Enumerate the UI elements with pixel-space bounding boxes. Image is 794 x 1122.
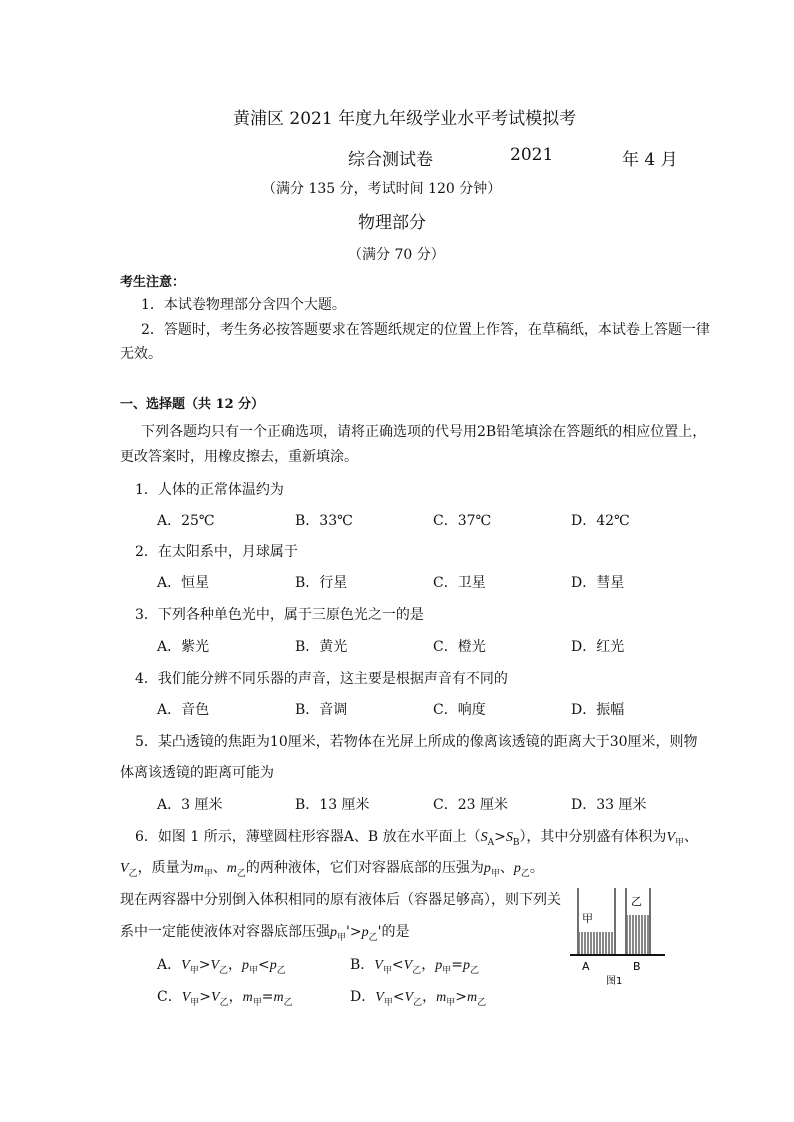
question-6-line-1: 6．如图 1 所示，薄壁圆柱形容器A、B 放在水平面上$(S_A>S_B)$，其中分别盛有体积为$V_甲$、 bbox=[135, 829, 699, 848]
part1-instruction-cont: 更改答案时，用橡皮擦去，重新填涂。 bbox=[120, 449, 358, 465]
q5-option-a: A．3 厘米 bbox=[157, 797, 223, 813]
question-2-stem: 2．在太阳系中，月球属于 bbox=[135, 544, 298, 560]
q2-option-a: A．恒星 bbox=[157, 575, 210, 591]
question-6-line-3: 现在两容器中分别倒入体积相同的原有液体后（容器足够高），则下列关 bbox=[120, 892, 561, 908]
q3-option-d: D．红光 bbox=[571, 639, 625, 655]
label-b: B bbox=[633, 960, 641, 973]
question-6-line-2: $V_乙$，质量为$m_甲$、$m_乙$的两种液体，它们对容器底部的压强为$p_甲$、$p_乙$。 bbox=[120, 860, 544, 879]
page-title: 黄浦区 2021 年度九年级学业水平考试模拟考 bbox=[233, 109, 577, 129]
notice-item-2: 2．答题时，考生务必按答题要求在答题纸规定的位置上作答，在草稿纸，本试卷上答题一律 bbox=[141, 322, 710, 338]
section-score: （满分 70 分） bbox=[348, 247, 445, 263]
notice-item-2-cont: 无效。 bbox=[120, 346, 162, 362]
q4-option-c: C．响度 bbox=[433, 702, 486, 718]
q6-option-a: A．$V_甲>V_乙$，$p_甲<p_乙$ bbox=[157, 957, 286, 976]
score-total: （满分 135 分，考试时间 120 分钟） bbox=[262, 181, 502, 197]
q3-option-a: A．紫光 bbox=[157, 639, 210, 655]
liquid-jia bbox=[579, 932, 614, 954]
label-yi: 乙 bbox=[631, 895, 642, 908]
subtitle-month: 年 4 月 bbox=[622, 150, 678, 170]
q1-option-c: C．37℃ bbox=[433, 513, 492, 529]
part1-heading: 一、选择题（共 12 分） bbox=[120, 397, 265, 412]
label-a: A bbox=[582, 960, 590, 973]
q2-option-b: B．行星 bbox=[295, 575, 348, 591]
question-6-line-4: 系中一定能使液体对容器底部压强$p_甲'>p_乙'$的是 bbox=[120, 924, 410, 943]
figure-caption: 图1 bbox=[606, 976, 623, 987]
question-5-stem: 5．某凸透镜的焦距为10厘米，若物体在光屏上所成的像离该透镜的距离大于30厘米，则物 bbox=[135, 734, 698, 750]
figure-1-containers bbox=[560, 880, 670, 990]
question-3-stem: 3．下列各种单色光中，属于三原色光之一的是 bbox=[135, 607, 424, 623]
q1-option-a: A．25℃ bbox=[157, 513, 215, 529]
q2-option-d: D．彗星 bbox=[571, 575, 625, 591]
part1-instruction: 下列各题均只有一个正确选项，请将正确选项的代号用2B铅笔填涂在答题纸的相应位置上， bbox=[141, 424, 707, 440]
subtitle-a: 综合测试卷 bbox=[348, 150, 433, 170]
q1-option-b: B．33℃ bbox=[295, 513, 353, 529]
q4-option-d: D．振幅 bbox=[571, 702, 625, 718]
q3-option-c: C．橙光 bbox=[433, 639, 486, 655]
q4-option-b: B．音调 bbox=[295, 702, 348, 718]
label-jia: 甲 bbox=[582, 912, 593, 925]
question-1-stem: 1．人体的正常体温约为 bbox=[135, 482, 284, 498]
q6-option-c: C．$V_甲>V_乙$，$m_甲=m_乙$ bbox=[157, 989, 293, 1008]
q5-option-b: B．13 厘米 bbox=[295, 797, 370, 813]
q5-option-d: D．33 厘米 bbox=[571, 797, 647, 813]
section-name: 物理部分 bbox=[358, 213, 426, 233]
q3-option-b: B．黄光 bbox=[295, 639, 348, 655]
q2-option-c: C．卫星 bbox=[433, 575, 486, 591]
q6-option-b: B．$V_甲<V_乙$，$p_甲=p_乙$ bbox=[350, 957, 479, 976]
q5-option-c: C．23 厘米 bbox=[433, 797, 508, 813]
question-4-stem: 4．我们能分辨不同乐器的声音，这主要是根据声音有不同的 bbox=[135, 671, 508, 687]
subtitle-year: 2021 bbox=[510, 145, 554, 165]
q6-option-d: D．$V_甲<V_乙$，$m_甲>m_乙$ bbox=[350, 989, 487, 1008]
notice-item-1: 1．本试卷物理部分含四个大题。 bbox=[141, 297, 346, 313]
question-5-stem-cont: 体离该透镜的距离可能为 bbox=[120, 765, 274, 781]
q4-option-a: A．音色 bbox=[157, 702, 210, 718]
liquid-yi bbox=[627, 915, 649, 954]
q1-option-d: D．42℃ bbox=[571, 513, 630, 529]
notice-heading: 考生注意： bbox=[120, 275, 186, 290]
